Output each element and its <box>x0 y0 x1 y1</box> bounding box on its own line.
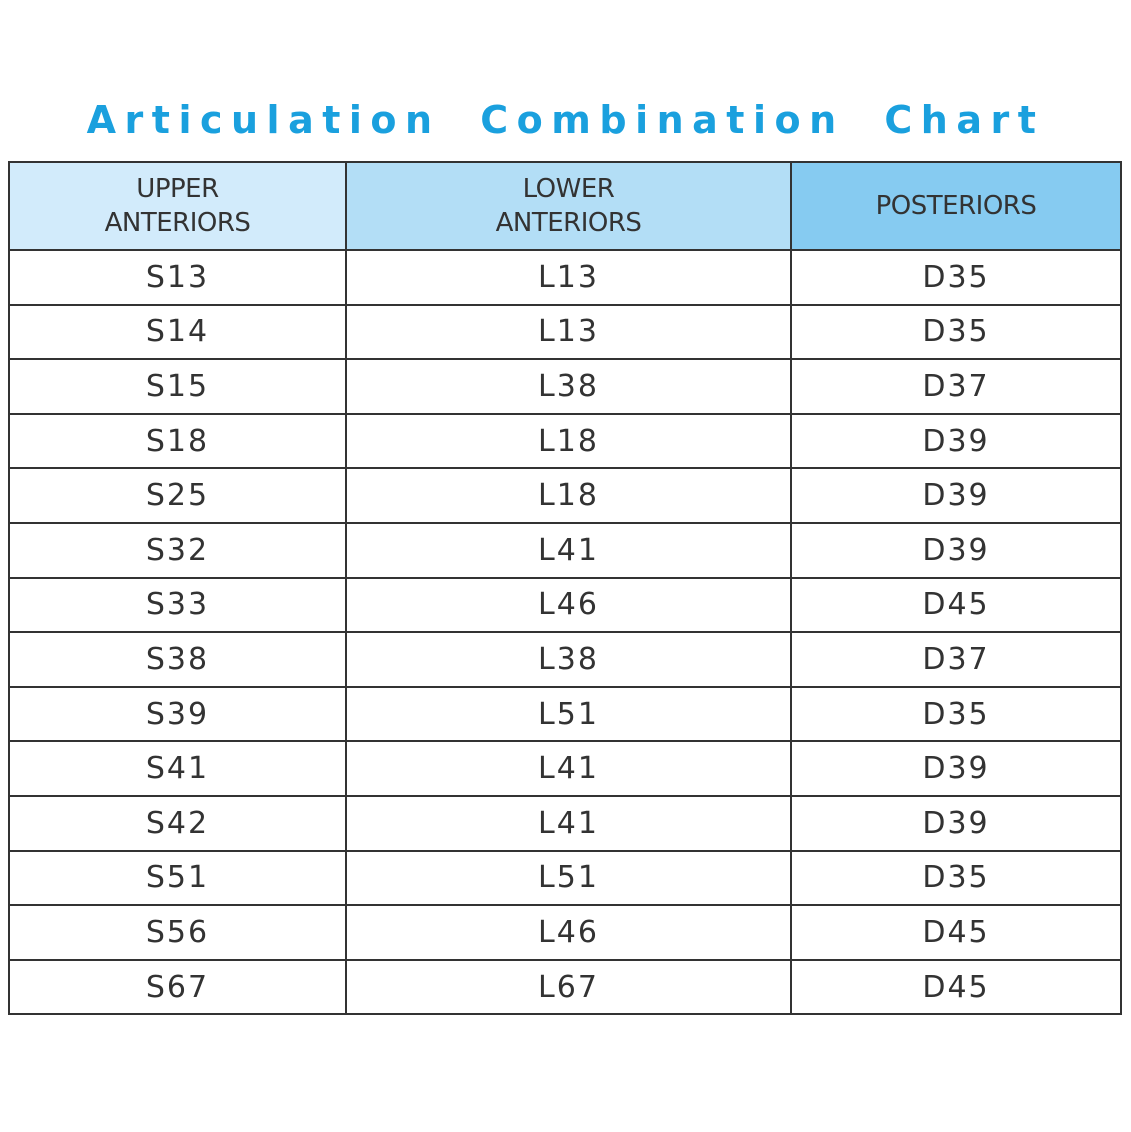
cell-lower: L38 <box>346 632 791 687</box>
header-lower-anteriors <box>346 162 791 250</box>
cell-lower: L46 <box>346 578 791 633</box>
header-upper-line1: UPPER <box>136 174 219 204</box>
cell-lower: L46 <box>346 905 791 960</box>
table-row <box>9 359 1121 414</box>
cell-upper: S32 <box>9 523 346 578</box>
cell-posteriors: D39 <box>791 796 1121 851</box>
cell-upper: S13 <box>9 250 346 305</box>
cell-lower: L41 <box>346 523 791 578</box>
cell-posteriors: D39 <box>791 468 1121 523</box>
cell-lower: L67 <box>346 960 791 1015</box>
cell-posteriors: D45 <box>791 960 1121 1015</box>
cell-upper: S14 <box>9 305 346 360</box>
table-row <box>9 960 1121 1015</box>
cell-posteriors: D39 <box>791 523 1121 578</box>
cell-lower: L18 <box>346 468 791 523</box>
table-row <box>9 578 1121 633</box>
table-row <box>9 796 1121 851</box>
header-upper-anteriors <box>9 162 346 250</box>
table-row <box>9 632 1121 687</box>
cell-upper: S25 <box>9 468 346 523</box>
table-row <box>9 741 1121 796</box>
cell-upper: S42 <box>9 796 346 851</box>
cell-lower: L13 <box>346 305 791 360</box>
table-row <box>9 468 1121 523</box>
cell-upper: S15 <box>9 359 346 414</box>
cell-lower: L51 <box>346 851 791 906</box>
cell-upper: S39 <box>9 687 346 742</box>
cell-posteriors: D39 <box>791 741 1121 796</box>
table-row <box>9 687 1121 742</box>
header-posteriors-label: POSTERIORS <box>875 191 1037 221</box>
cell-lower: L18 <box>346 414 791 469</box>
cell-posteriors: D35 <box>791 305 1121 360</box>
cell-posteriors: D35 <box>791 250 1121 305</box>
header-lower-line2: ANTERIORS <box>495 208 642 238</box>
chart-title: Articulation Combination Chart <box>86 98 1045 142</box>
cell-upper: S67 <box>9 960 346 1015</box>
cell-lower: L41 <box>346 796 791 851</box>
cell-upper: S33 <box>9 578 346 633</box>
header-upper-line2: ANTERIORS <box>104 208 251 238</box>
table-header-row <box>9 162 1121 250</box>
cell-lower: L38 <box>346 359 791 414</box>
articulation-table <box>8 161 1122 1015</box>
header-posteriors <box>791 162 1121 250</box>
table-row <box>9 851 1121 906</box>
cell-lower: L13 <box>346 250 791 305</box>
cell-lower: L51 <box>346 687 791 742</box>
cell-posteriors: D37 <box>791 359 1121 414</box>
cell-posteriors: D39 <box>791 414 1121 469</box>
table-row <box>9 905 1121 960</box>
table-row <box>9 250 1121 305</box>
cell-upper: S18 <box>9 414 346 469</box>
cell-posteriors: D37 <box>791 632 1121 687</box>
table-row <box>9 523 1121 578</box>
cell-upper: S38 <box>9 632 346 687</box>
cell-upper: S51 <box>9 851 346 906</box>
table-row <box>9 305 1121 360</box>
cell-posteriors: D35 <box>791 851 1121 906</box>
cell-posteriors: D45 <box>791 905 1121 960</box>
cell-upper: S56 <box>9 905 346 960</box>
cell-posteriors: D35 <box>791 687 1121 742</box>
header-lower-line1: LOWER <box>522 174 615 204</box>
cell-upper: S41 <box>9 741 346 796</box>
table-row <box>9 414 1121 469</box>
cell-posteriors: D45 <box>791 578 1121 633</box>
cell-lower: L41 <box>346 741 791 796</box>
